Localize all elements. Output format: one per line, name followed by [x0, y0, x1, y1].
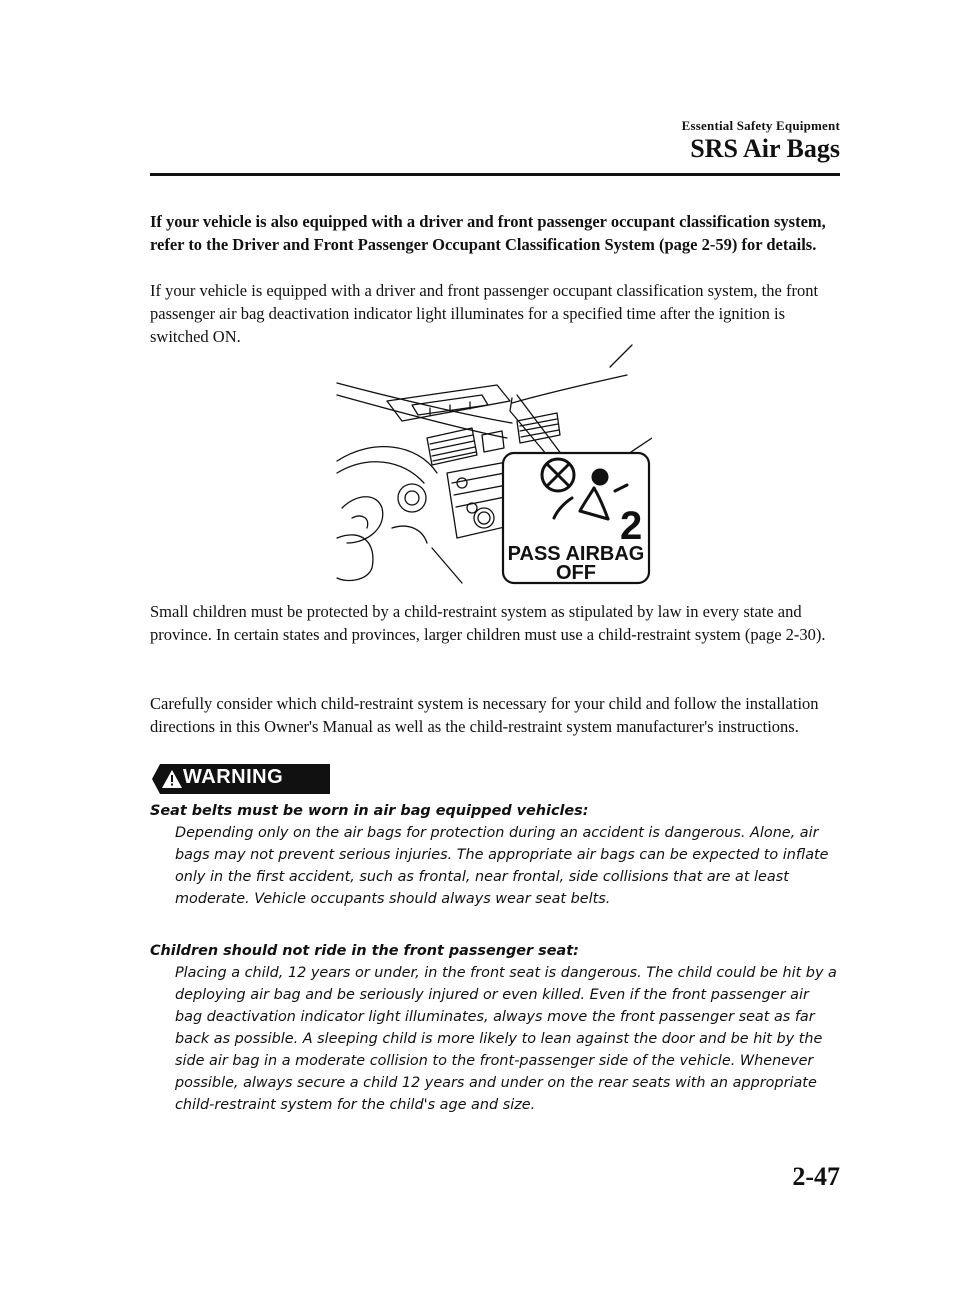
indicator-paragraph: If your vehicle is equipped with a driver and front passenger occupant classification system, the front passenger air bag deactivation indicator light illuminates for a specified time after the ignition is switched ON.	[150, 281, 819, 346]
warning-label: WARNING	[183, 766, 284, 788]
indicator-label-line1: PASS AIRBAG	[507, 543, 645, 565]
indicator-number: 2	[620, 504, 643, 548]
bold-intro-paragraph: If your vehicle is also equipped with a driver and front passenger occupant classification system, refer to the Driver and Front Passenger Occupant Classification System (page 2-59) for details.	[150, 212, 826, 254]
page-number: 2-47	[792, 1162, 840, 1191]
warning-item-seatbelts	[150, 800, 840, 910]
warning-body: Placing a child, 12 years or under, in the front seat is dangerous. The child could be hit by a deploying air bag and be seriously injured or even killed. Even if the front passenger air bag deactivation indicator light illuminates, always move the front passenger seat as far back as possible. A sleeping child is more likely to lean against the door and be hit by the side air bag in a moderate collision to the front-passenger side of the vehicle. Whenever possible, always secure a child 12 years and under on the rear seats with an appropriate child-restraint system for the child's age and size.	[175, 965, 837, 1113]
warning-item-children	[150, 940, 840, 1116]
dashboard-illustration	[332, 343, 652, 588]
warning-heading: Children should not ride in the front passenger seat:	[150, 943, 579, 959]
airbag-off-icon	[542, 459, 574, 491]
installation-paragraph: Carefully consider which child-restraint system is necessary for your child and follow the installation directions in this Owner's Manual as well as the child-restraint system manufacturer's instructions.	[150, 694, 819, 736]
section-header: Essential Safety Equipment	[681, 118, 840, 133]
page-title: SRS Air Bags	[690, 134, 840, 163]
child-restraint-paragraph: Small children must be protected by a child-restraint system as stipulated by law in every state and province. In certain states and provinces, larger children must use a child-restraint system (page 2-30).	[150, 602, 826, 644]
warning-heading: Seat belts must be worn in air bag equipped vehicles:	[150, 803, 589, 819]
indicator-label-line2: OFF	[556, 562, 596, 584]
header-divider	[150, 173, 840, 176]
warning-body: Depending only on the air bags for protection during an accident is dangerous. Alone, air bags may not prevent serious injuries. The appropriate air bags can be expected to inflate only in the first accident, such as frontal, near frontal, side collisions that are at least moderate. Vehicle occupants should always wear seat belts.	[175, 825, 829, 907]
